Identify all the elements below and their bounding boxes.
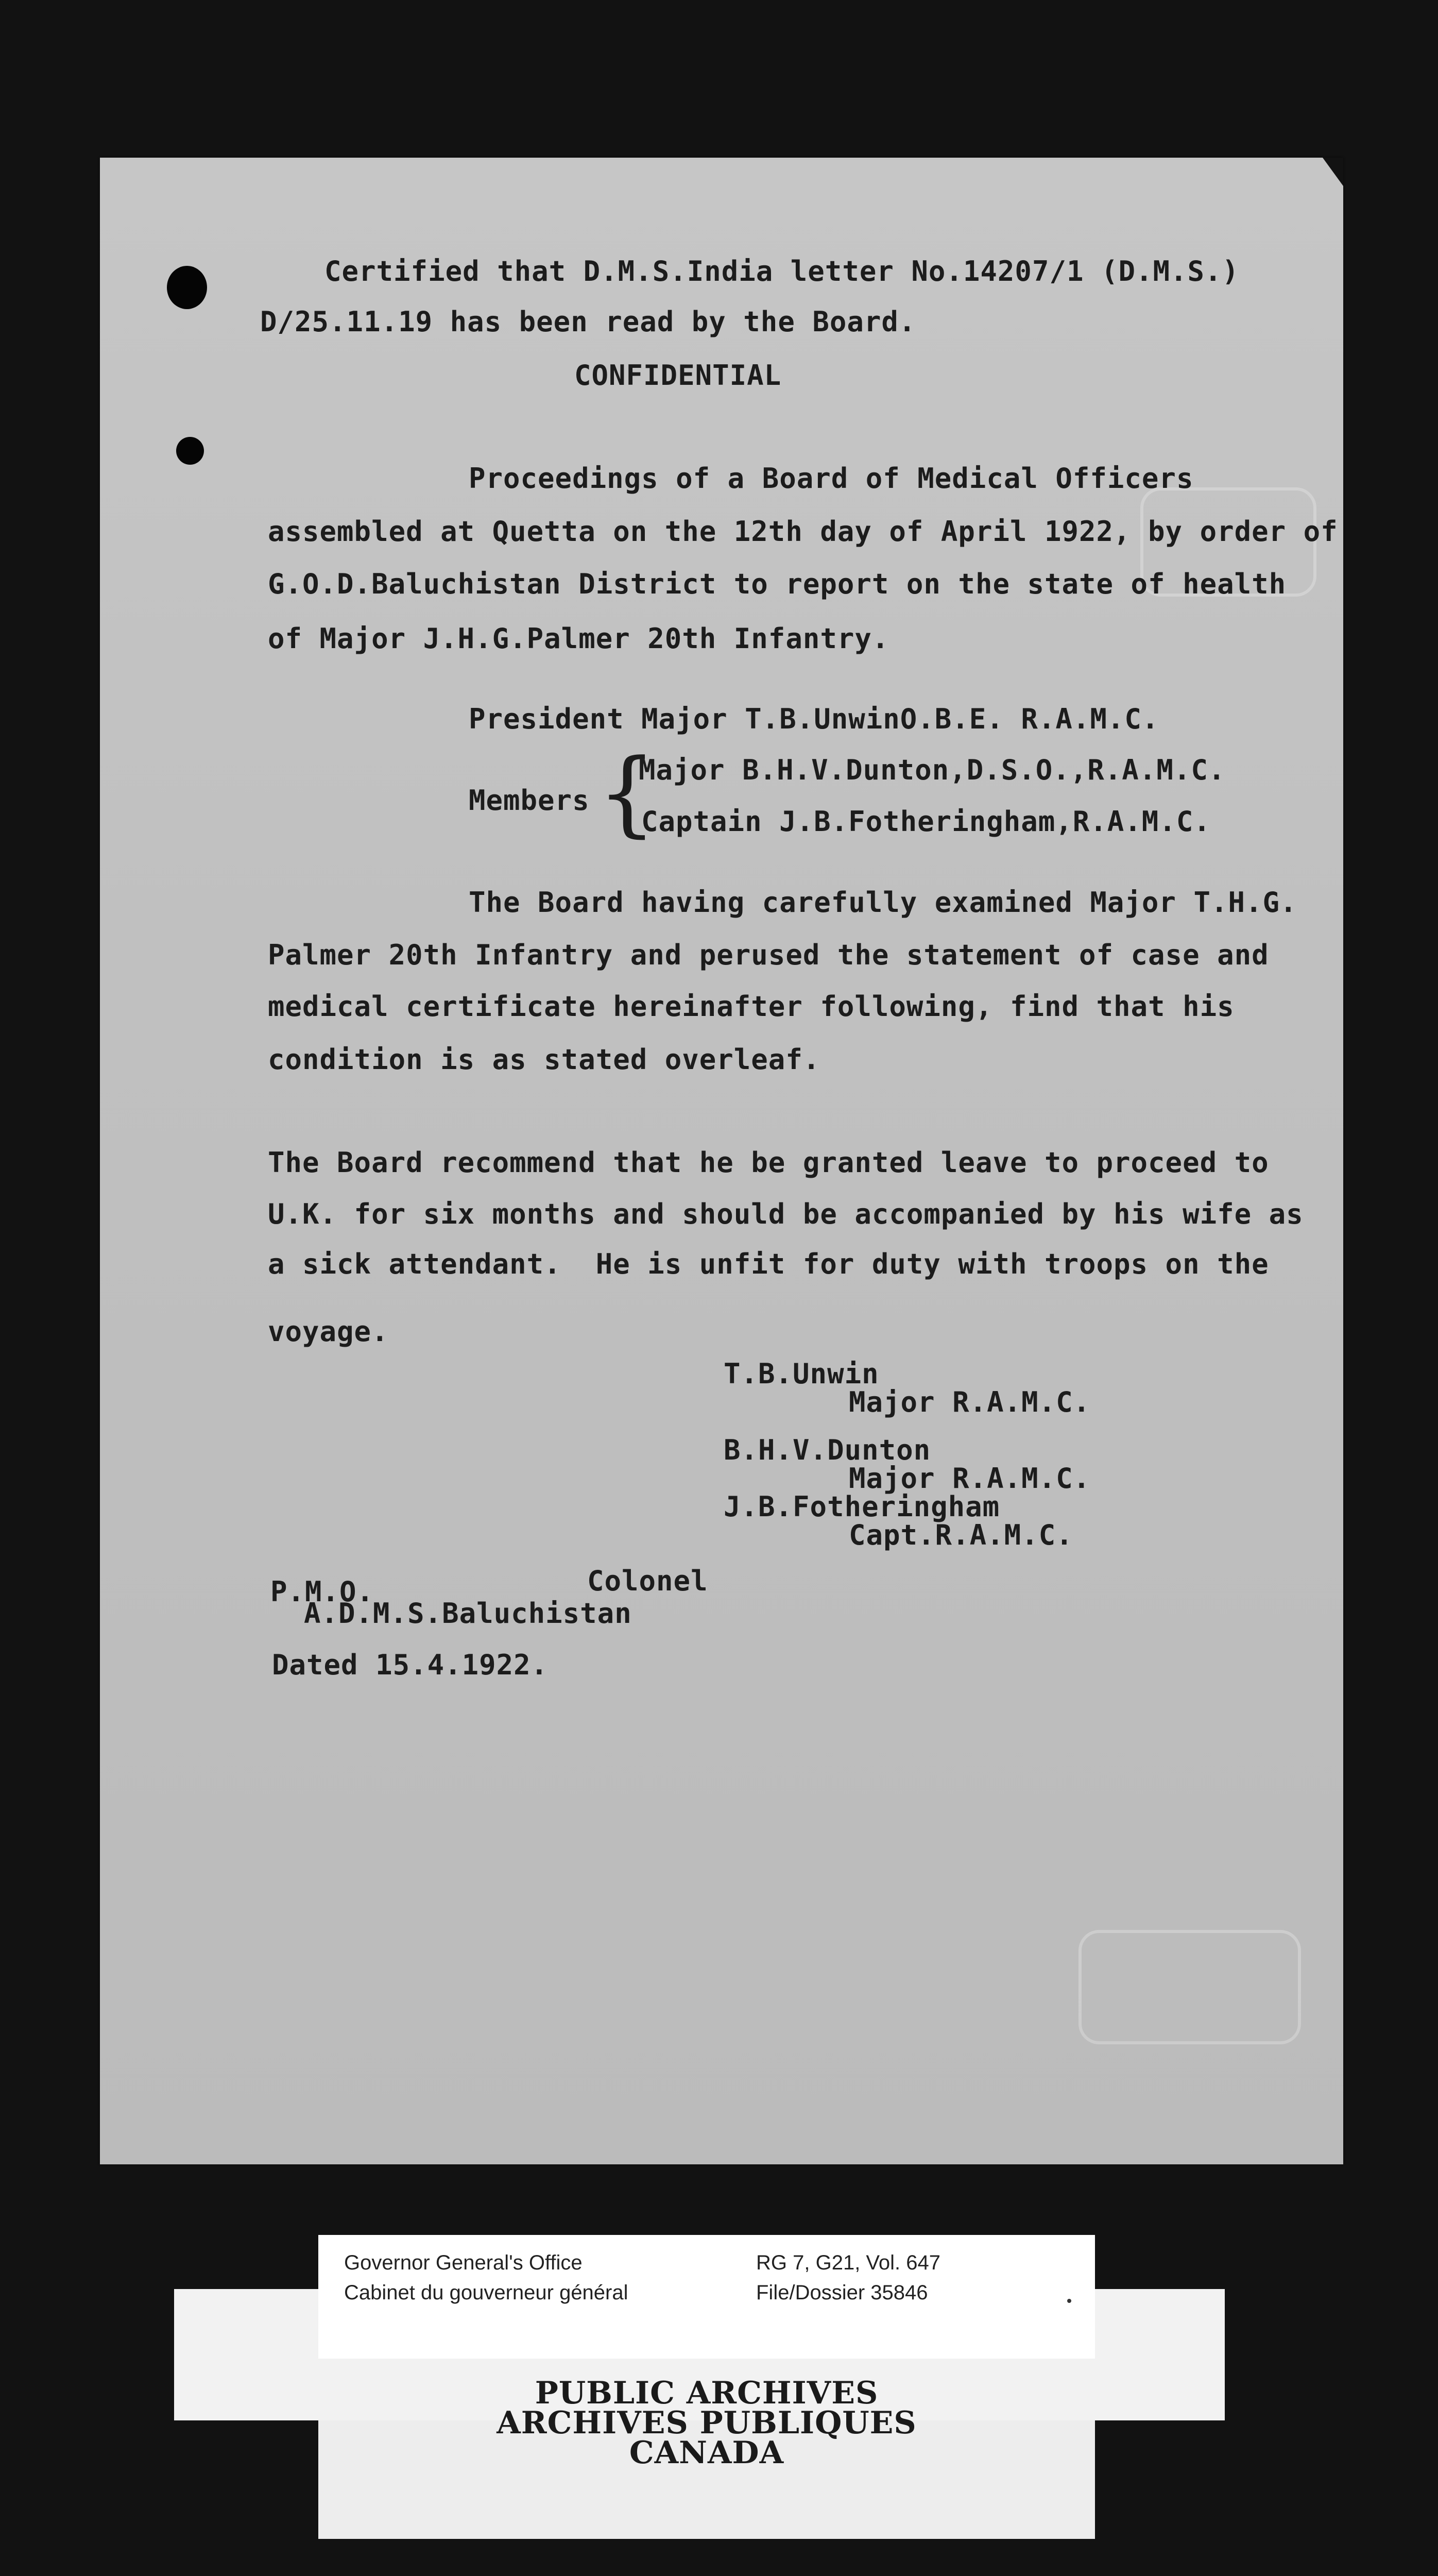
- signature-dunton: B.H.V.Dunton: [724, 1434, 931, 1466]
- recommendation-line-1: The Board recommend that he be granted leave to proceed to: [268, 1146, 1269, 1179]
- findings-line-3: medical certificate hereinafter following, find that his: [268, 990, 1235, 1023]
- intro-line-4: of Major J.H.G.Palmer 20th Infantry.: [268, 622, 889, 655]
- certified-line-1: Certified that D.M.S.India letter No.14207/1 (D.M.S.): [324, 255, 1240, 287]
- member-2: Captain J.B.Fotheringham,R.A.M.C.: [641, 805, 1211, 838]
- recommendation-line-3: a sick attendant. He is unfit for duty with troops on the: [268, 1248, 1269, 1280]
- signature-fotheringham: J.B.Fotheringham: [724, 1490, 1000, 1523]
- punch-hole-upper: [167, 266, 207, 309]
- office-english: Governor General's Office: [344, 2251, 583, 2274]
- members-brace: {: [597, 739, 657, 847]
- intro-line-1: Proceedings of a Board of Medical Officers: [469, 462, 1194, 495]
- certified-line-2: D/25.11.19 has been read by the Board.: [260, 306, 916, 338]
- recommendation-line-2: U.K. for six months and should be accompanied by his wife as: [268, 1198, 1304, 1230]
- signature-dunton-rank: Major R.A.M.C.: [849, 1462, 1091, 1495]
- signature-unwin-rank: Major R.A.M.C.: [849, 1386, 1091, 1418]
- public-archives-stamp-3: CANADA: [629, 2435, 784, 2471]
- file-number: File/Dossier 35846: [756, 2281, 928, 2304]
- folded-corner: [1323, 158, 1343, 186]
- findings-line-2: Palmer 20th Infantry and perused the statement of case and: [268, 939, 1269, 971]
- office-french: Cabinet du gouverneur général: [344, 2281, 628, 2304]
- president-line: President Major T.B.UnwinO.B.E. R.A.M.C.: [469, 703, 1159, 735]
- members-label: Members: [469, 784, 590, 817]
- public-archives-stamp-2: ARCHIVES PUBLIQUES: [497, 2405, 917, 2441]
- punch-hole-lower: [176, 437, 204, 465]
- signature-fotheringham-rank: Capt.R.A.M.C.: [849, 1519, 1073, 1551]
- adms-line: A.D.M.S.Baluchistan: [304, 1597, 632, 1630]
- confidential-heading: CONFIDENTIAL: [574, 359, 782, 392]
- intro-line-2: assembled at Quetta on the 12th day of April 1922, by order of: [268, 515, 1338, 548]
- pmo-label: P.M.O.: [270, 1575, 374, 1608]
- public-archives-stamp-1: PUBLIC ARCHIVES: [535, 2375, 879, 2411]
- recommendation-line-4: voyage.: [268, 1315, 389, 1348]
- findings-line-1: The Board having carefully examined Major T.H.G.: [469, 886, 1297, 919]
- colonel-label: Colonel: [587, 1565, 708, 1597]
- faint-stamp-lower: [1078, 1930, 1301, 2044]
- record-group-ref: RG 7, G21, Vol. 647: [756, 2251, 940, 2274]
- member-1: Major B.H.V.Dunton,D.S.O.,R.A.M.C.: [639, 754, 1226, 786]
- findings-line-4: condition is as stated overleaf.: [268, 1043, 820, 1076]
- signature-unwin: T.B.Unwin: [724, 1358, 879, 1390]
- intro-line-3: G.O.D.Baluchistan District to report on the state of health: [268, 568, 1287, 600]
- label-mark: [1067, 2299, 1071, 2303]
- dated-line: Dated 15.4.1922.: [272, 1649, 549, 1681]
